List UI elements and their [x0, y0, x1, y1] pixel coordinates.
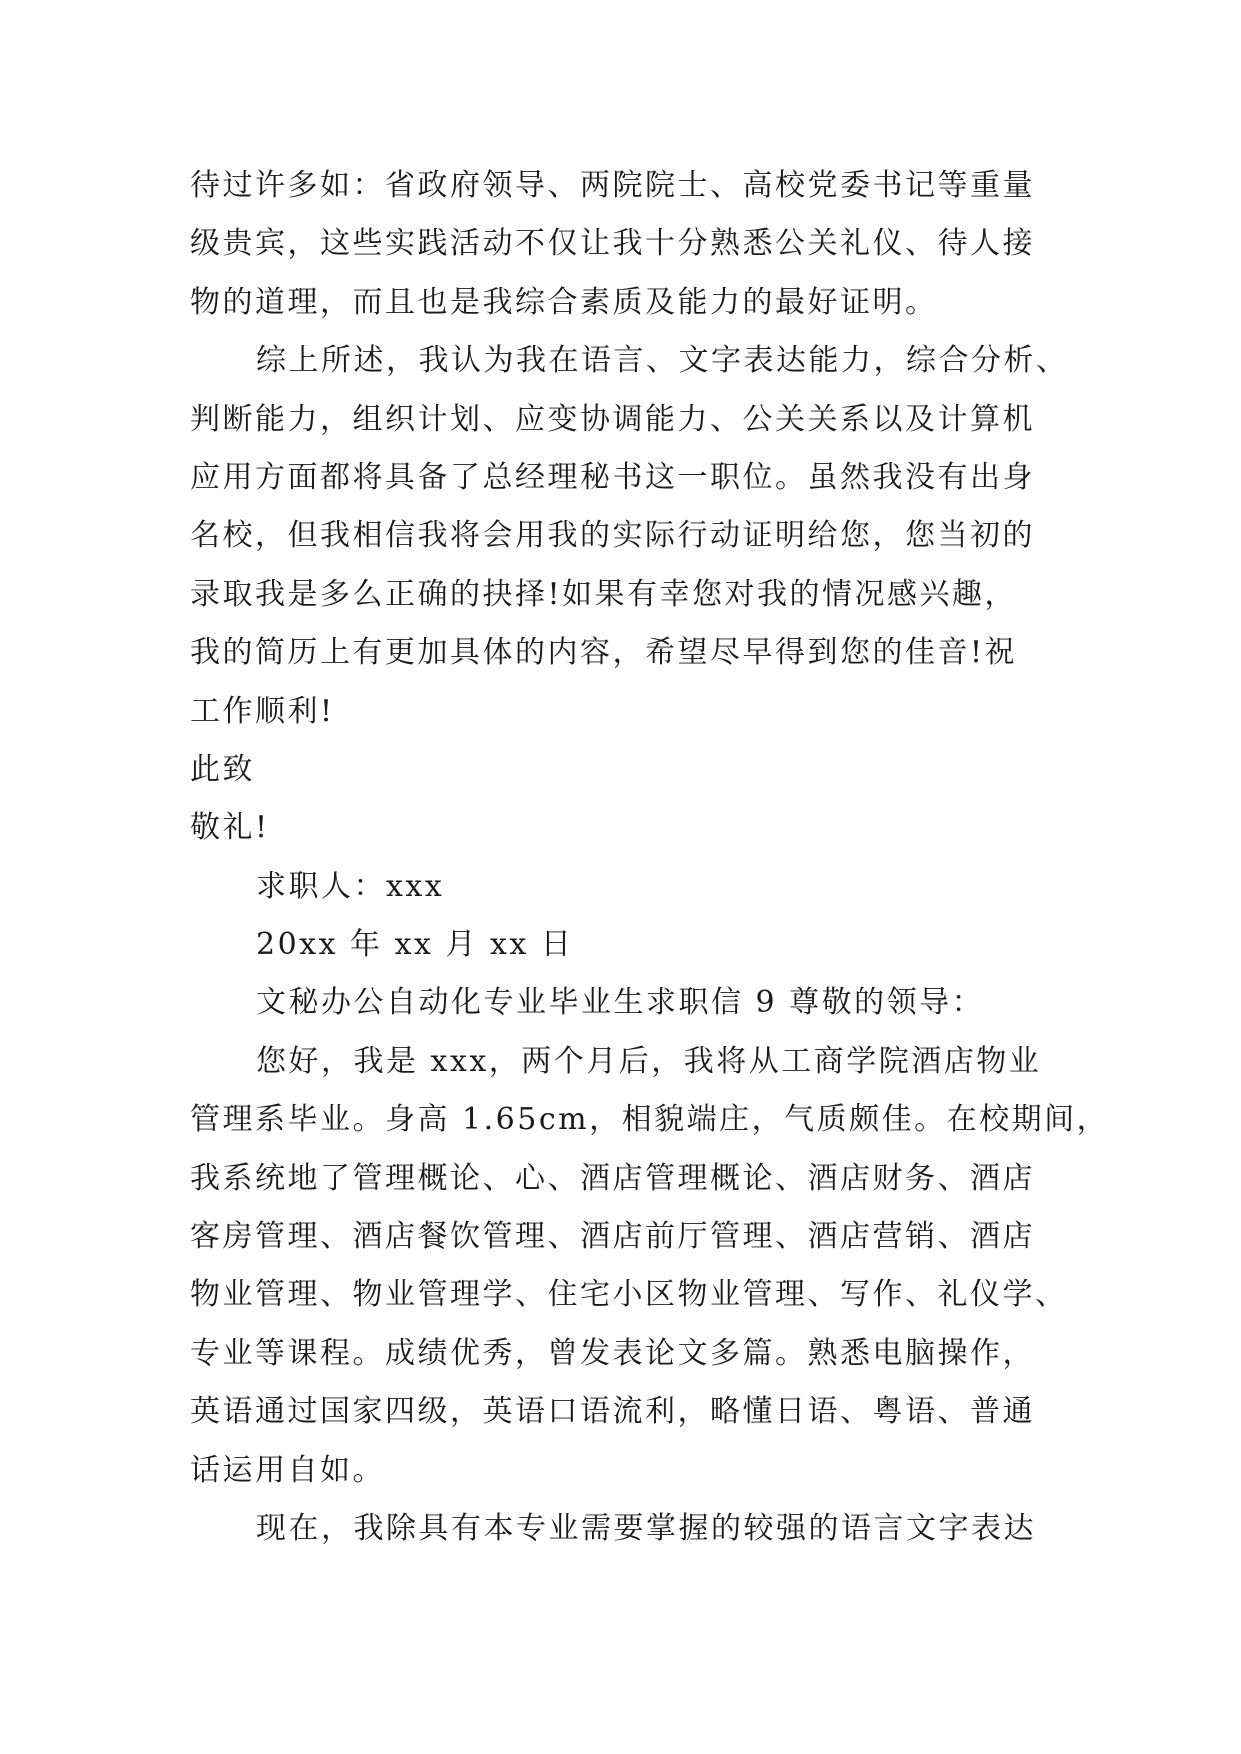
text-line: 待过许多如：省政府领导、两院院士、高校党委书记等重量 — [190, 168, 1035, 203]
text-line: 名校，但我相信我将会用我的实际行动证明给您，您当初的 — [190, 518, 1035, 554]
text-line: 话运用自如。 — [190, 1452, 385, 1488]
text-line: 此致 — [190, 751, 255, 787]
text-line: 我的简历上有更加具体的内容，希望尽早得到您的佳音!祝 — [190, 635, 1018, 671]
text-line: 录取我是多么正确的抉择!如果有幸您对我的情况感兴趣， — [190, 576, 1018, 612]
letter-body — [190, 157, 1110, 1558]
text-line: 现在，我除具有本专业需要掌握的较强的语言文字表达 — [256, 1510, 1036, 1546]
text-line: 级贵宾，这些实践活动不仅让我十分熟悉公关礼仪、待人接 — [190, 226, 1035, 262]
text-line: 文秘办公自动化专业毕业生求职信 9 尊敬的领导： — [256, 985, 985, 1021]
text-line: 管理系毕业。身高 1.65cm，相貌端庄，气质颇佳。在校期间， — [190, 1102, 1110, 1138]
text-line: 客房管理、酒店餐饮管理、酒店前厅管理、酒店营销、酒店 — [190, 1219, 1035, 1255]
text-line: 您好，我是 xxx，两个月后，我将从工商学院酒店物业 — [256, 1043, 1042, 1079]
text-line: 我系统地了管理概论、心、酒店管理概论、酒店财务、酒店 — [190, 1160, 1035, 1196]
text-line: 20xx 年 xx 月 xx 日 — [256, 927, 574, 963]
text-line: 求职人：xxx — [256, 868, 445, 904]
text-line: 物业管理、物业管理学、住宅小区物业管理、写作、礼仪学、 — [190, 1277, 1068, 1313]
text-line: 英语通过国家四级，英语口语流利，略懂日语、粤语、普通 — [190, 1394, 1035, 1430]
text-line: 综上所述，我认为我在语言、文字表达能力，综合分析、 — [256, 343, 1069, 379]
text-line: 应用方面都将具备了总经理秘书这一职位。虽然我没有出身 — [190, 459, 1035, 495]
text-line: 专业等课程。成绩优秀，曾发表论文多篇。熟悉电脑操作， — [190, 1335, 1035, 1371]
text-line: 敬礼! — [190, 810, 270, 846]
text-line: 判断能力，组织计划、应变协调能力、公关关系以及计算机 — [190, 401, 1035, 437]
text-line: 工作顺利! — [190, 693, 335, 729]
text-line: 物的道理，而且也是我综合素质及能力的最好证明。 — [190, 284, 938, 320]
